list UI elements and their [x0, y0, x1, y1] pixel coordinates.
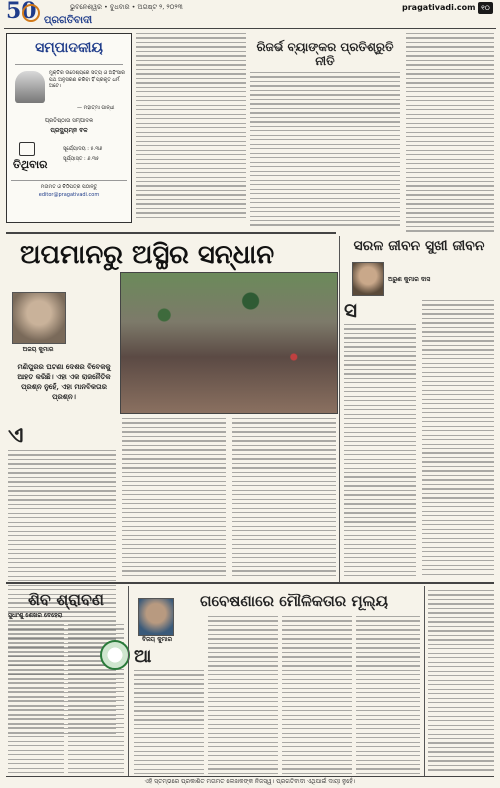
editorial-column-text — [136, 33, 246, 221]
right-article-author: ଅରୁଣ କୁମାର ଦାସ — [388, 276, 431, 283]
founder-line: ପ୍ରତିଷ୍ଠାତା ସମ୍ପାଦକ — [44, 118, 94, 124]
mail-address[interactable]: editor@pragativadi.com — [38, 192, 100, 198]
anniversary-logo — [6, 1, 42, 27]
founder-name: ପ୍ରଦ୍ୟୁମ୍ନ ବଳ — [50, 127, 88, 134]
main-article-text-col3 — [232, 418, 336, 578]
right-article-author-photo — [352, 262, 384, 296]
shiva-logo — [100, 640, 130, 670]
calendar-title: ତିଥିବାର — [13, 158, 48, 171]
website-link[interactable]: pragativadi.com — [402, 3, 476, 12]
research-article-author-photo — [138, 598, 174, 636]
research-article-text-col4 — [356, 616, 420, 774]
editorial-title: ସମ୍ପାଦକୀୟ — [35, 40, 103, 56]
book-icon — [19, 142, 35, 156]
research-drop-cap: ଆ — [134, 648, 152, 667]
editorial-box — [6, 33, 132, 223]
research-article-text-col1 — [134, 648, 204, 774]
main-article-title: ଅପମାନରୁ ଅସ୍ଥିର ସନ୍ଧାନ — [20, 240, 275, 270]
anniversary-number: 50 — [6, 0, 37, 24]
main-drop-cap: ଏ — [8, 424, 24, 448]
shiva-article-title: ଶିବ ଶ୍ରାବଣ — [27, 590, 105, 609]
footer-disclaimer: ଏହି ସ୍ତମ୍ଭରେ ପ୍ରକାଶିତ ମତାମତ ଲେଖକଙ୍କ ନିଜସ୍ୱ। ପ୍ରଗତିବାଦୀ ଏଥିପାଇଁ ଦାୟୀ ନୁହେଁ। — [144, 778, 356, 785]
mail-label: ମତାମତ ଓ ଚିଠିପତ୍ର ପଠାନ୍ତୁ — [40, 184, 98, 190]
editorial-quote: ମୁକ୍ତିର ଉଦ୍ଦେଶ୍ୟରେ ସତ୍ୟ ଓ ଅହିଂସାର ପଥ ଅନୁସରଣ କରିବା ହିଁ ପ୍ରକୃତ ଧର୍ମ ଅଟେ। — [49, 70, 125, 89]
bank-article-text — [250, 72, 400, 227]
right-article-text-col2 — [422, 300, 494, 578]
gandhi-portrait — [15, 71, 45, 103]
research-article-text-col2 — [208, 616, 278, 774]
right-drop-cap: ସ — [344, 300, 358, 322]
page-number-badge — [478, 2, 493, 14]
anniversary-ring-icon — [22, 4, 40, 22]
right-top-column-text — [406, 33, 494, 233]
main-article-author: ଅଜୟ କୁମାର — [22, 346, 54, 353]
page-number: ୧୦ — [481, 4, 490, 12]
shiva-article-author: ସୁଧାଂଶୁ ଶେଖର ବେହେରା — [8, 612, 63, 619]
side-column-text — [428, 590, 494, 774]
research-article-author: ବିଜୟ କୁମାର — [141, 636, 173, 643]
protest-crowd-photo — [120, 272, 338, 414]
date-line: ଭୁବନେଶ୍ୱର • ବୁଧବାର • ଅଗଷ୍ଟ ୨, ୨୦୨୩ — [70, 3, 183, 11]
right-article-text-col1 — [344, 300, 416, 578]
research-article-title: ଗବେଷଣାରେ ମୌଳିକତାର ମୂଲ୍ୟ — [200, 592, 389, 610]
right-article-title: ସରଳ ଜୀବନ ସୁଖୀ ଜୀବନ — [353, 238, 485, 254]
main-article-author-photo — [12, 292, 66, 344]
bank-article-title: ରିଜର୍ଭ ବ୍ୟାଙ୍କର ପ୍ରତିଶ୍ରୁତି ନୀତି — [256, 40, 394, 68]
main-article-intro: ମଣିପୁରର ଘଟଣା ଦେଶର ବିବେକକୁ ଆହତ କରିଛି। ଏହା ଏକ ରାଜନୈତିକ ପ୍ରଶ୍ନ ନୁହେଁ, ଏହା ମାନବିକତାର ପ୍ରଶ୍ନ। — [17, 362, 111, 401]
calendar-line: ସୂର୍ଯ୍ୟାସ୍ତ : ୬.୩୫ — [63, 156, 100, 162]
paper-name: ପ୍ରଗତିବାଦୀ — [44, 15, 93, 26]
main-article-text-col2 — [122, 418, 226, 578]
calendar-line: ସୂର୍ଯ୍ୟୋଦୟ : ୫.୩୬ — [63, 146, 103, 152]
shiva-article-text-col1 — [8, 624, 64, 774]
quote-author: — ମହାତ୍ମା ଗାନ୍ଧୀ — [77, 105, 115, 111]
masthead — [0, 0, 500, 30]
research-article-text-col3 — [282, 616, 352, 774]
